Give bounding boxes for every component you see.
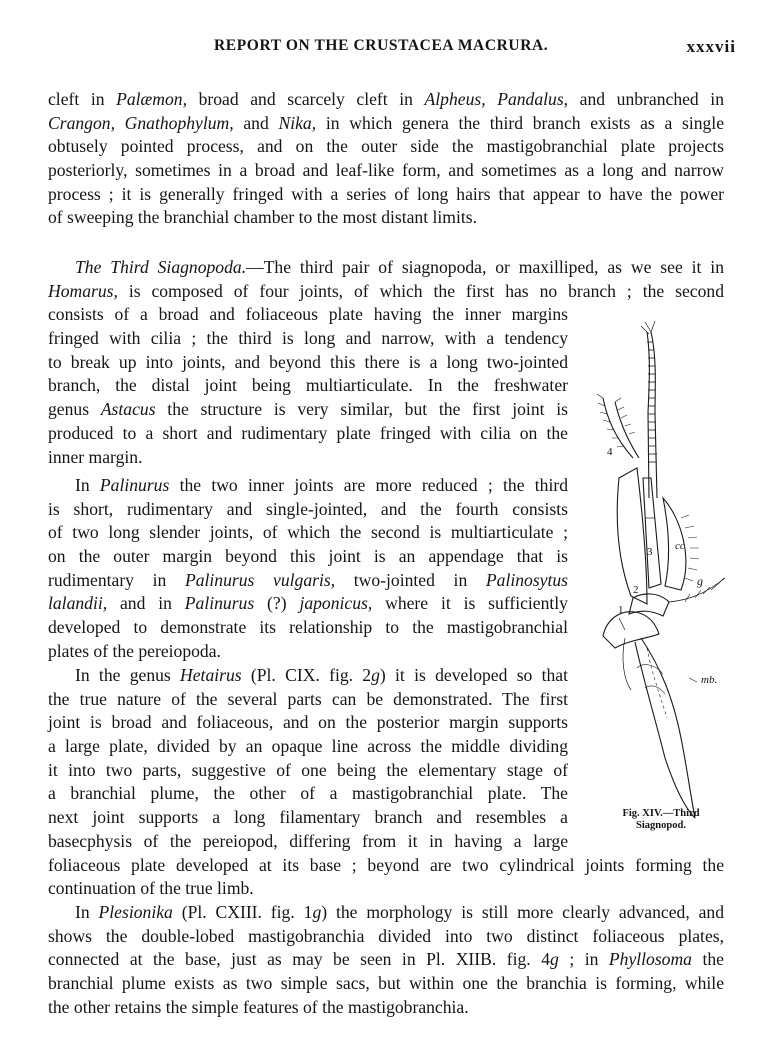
text-line	[48, 616, 568, 640]
italic-term: g	[371, 665, 380, 685]
text-run: broad and scarcely cleft in	[187, 89, 425, 109]
italic-term: The Third Siagnopoda.	[75, 257, 247, 277]
text-line	[48, 88, 724, 112]
text-run: plates of the pereiopoda.	[48, 640, 221, 661]
text-line	[48, 735, 568, 759]
text-run: ; in	[558, 949, 609, 970]
text-run: joint is broad and foliaceous, and on the posterior margin supports	[48, 712, 568, 733]
paragraph-palinurus	[48, 474, 568, 664]
text-run: genus	[48, 399, 101, 420]
text-run: it into two parts, suggestive of one being the elementary stage of	[48, 759, 568, 780]
text-line	[48, 782, 568, 806]
text-run: basecphysis of the pereiopod, differing from it in having a large	[48, 830, 568, 851]
text-run: the other retains the simple features of the mastigobranchia.	[48, 996, 469, 1017]
text-line	[48, 521, 568, 545]
text-run: fringed with cilia ; the third is long and narrow, with a tendency	[48, 328, 568, 349]
text-run: posteriorly, sometimes in a broad and leaf-like form, and sometimes as a long and narrow	[48, 160, 724, 181]
flagellum-line	[651, 332, 657, 498]
text-run: obtusely pointed process, and on the outer side the mastigobranchial plate projects	[48, 136, 724, 157]
text-run: of two long slender joints, of which the second is multiarticulate ;	[48, 522, 568, 543]
text-line	[48, 759, 568, 783]
text-line	[48, 592, 568, 616]
figure-label-mb: mb.	[701, 674, 718, 686]
text-line	[48, 446, 568, 470]
italic-term: lalandii,	[48, 593, 108, 614]
text-line	[48, 206, 724, 230]
text-run: is short, rudimentary and single-jointed, and the fourth consists	[48, 498, 568, 519]
siagnopod-drawing	[585, 318, 761, 838]
italic-term: Palæmon,	[116, 89, 187, 109]
figure-label-1: 1	[618, 604, 624, 616]
text-run: the	[691, 949, 724, 970]
text-run: foliaceous plate developed at its base ; beyond are two cylindrical joints forming the	[48, 854, 724, 875]
paragraph-plesionika	[48, 901, 724, 1019]
text-run: branch, the distal joint being multiarticulate. In the freshwater	[48, 375, 568, 396]
header-title: REPORT ON THE CRUSTACEA MACRURA.	[214, 37, 549, 54]
text-line	[48, 256, 724, 280]
figure-caption	[596, 808, 726, 832]
text-line	[48, 474, 568, 498]
figure-label-4: 4	[607, 446, 613, 458]
italic-term: Hetairus	[180, 665, 242, 685]
figure-third-siagnopod	[585, 318, 761, 838]
figure-label-3: 3	[647, 546, 653, 558]
italic-term: japonicus,	[299, 593, 373, 614]
figure-caption-line-1: Fig. XIV.—Third	[622, 808, 700, 819]
text-run: the structure is very similar, but the first joint is	[155, 399, 568, 420]
text-run: and unbranched in	[568, 89, 724, 109]
text-run: In the genus	[75, 665, 181, 685]
text-line	[48, 854, 724, 878]
text-run: of sweeping the branchial chamber to the most distant limits.	[48, 207, 477, 228]
italic-term: Palinosytus	[485, 569, 569, 590]
running-header	[0, 37, 776, 63]
text-run: and in	[107, 593, 185, 614]
figure-caption-line-2: Siagnopod.	[636, 820, 686, 831]
italic-term: g	[550, 949, 559, 970]
text-run: is composed of four joints, of which the first has no branch ; the second	[117, 280, 724, 301]
italic-term: Alpheus, Pandalus,	[424, 89, 569, 109]
italic-term: Palinurus vulgaris,	[184, 569, 336, 590]
text-run: In	[75, 902, 99, 922]
text-run: continuation of the true limb.	[48, 878, 254, 899]
text-line	[48, 972, 724, 996]
text-line	[48, 996, 724, 1020]
text-run: ) it is developed so that	[379, 665, 568, 685]
text-line	[48, 901, 724, 925]
text-line	[48, 183, 724, 207]
text-line	[48, 688, 568, 712]
text-line	[48, 422, 568, 446]
text-run: consists of a broad and foliaceous plate having the inner margins	[48, 304, 568, 325]
text-line	[48, 159, 724, 183]
text-run: the true nature of the several parts can be demonstrated. The first	[48, 688, 568, 709]
text-run: developed to demonstrate its relationship to the mastigobranchial	[48, 617, 568, 638]
text-line	[48, 545, 568, 569]
text-run: (?)	[254, 593, 300, 614]
italic-term: Palinurus	[184, 593, 255, 614]
text-line	[48, 806, 568, 830]
text-line	[48, 711, 568, 735]
text-run: process ; it is generally fringed with a series of long hairs that appear to have the power	[48, 183, 724, 204]
paragraph-1	[48, 88, 724, 230]
italic-term: Phyllosoma	[608, 949, 692, 970]
italic-term: Crangon, Gnathophylum,	[48, 112, 234, 133]
text-run: branchial plume exists as two simple sacs, but within one the branchia is forming, while	[48, 973, 724, 994]
text-run: on the outer margin beyond this joint is an appendage that is	[48, 546, 568, 567]
text-line	[48, 498, 568, 522]
text-line	[48, 374, 568, 398]
text-line	[48, 948, 724, 972]
text-line	[48, 664, 568, 688]
text-run: in which genera the third branch exists as a single	[316, 112, 725, 133]
text-line	[48, 112, 724, 136]
text-line	[48, 830, 568, 854]
text-run: a large plate, divided by an opaque line across the middle dividing	[48, 736, 568, 757]
text-run: and	[233, 112, 279, 133]
text-line	[48, 877, 724, 901]
text-run: (Pl. CIX. fig. 2	[241, 665, 372, 685]
text-run: (Pl. CXIII. fig. 1	[172, 902, 313, 922]
figure-label-cc: cc	[675, 540, 685, 552]
figure-label-2: 2	[633, 584, 639, 596]
text-run: next joint supports a long filamentary branch and resembles a	[48, 807, 568, 828]
text-run: ) the morphology is still more clearly advanced, and	[321, 902, 724, 922]
text-line	[48, 569, 568, 593]
text-run: connected at the base, just as may be seen in Pl. XIIB. fig. 4	[48, 949, 551, 970]
text-line	[48, 640, 568, 664]
text-line	[48, 351, 568, 375]
text-run: In	[75, 475, 100, 495]
text-run: to break up into joints, and beyond this there is a long two-jointed	[48, 351, 568, 372]
text-line	[48, 398, 568, 422]
text-run: produced to a short and rudimentary plate fringed with cilia on the	[48, 422, 568, 443]
text-run: where it is sufficiently	[372, 593, 568, 614]
italic-term: Homarus,	[48, 280, 118, 301]
text-line	[48, 303, 568, 327]
italic-term: Plesionika	[98, 902, 173, 922]
text-line	[48, 327, 568, 351]
text-run: cleft in	[48, 89, 117, 109]
italic-term: Nika,	[278, 112, 317, 133]
text-line	[48, 925, 724, 949]
text-run: the two inner joints are more reduced ; the third	[169, 475, 568, 495]
text-line	[48, 135, 724, 159]
page-number: xxxvii	[686, 37, 736, 56]
italic-term: Palinurus	[99, 475, 170, 495]
italic-term: Astacus	[100, 399, 156, 420]
text-run: a branchial plume, the other of a mastigobranchial plate. The	[48, 783, 568, 804]
text-run: two-jointed in	[335, 569, 486, 590]
figure-label-g: g	[697, 574, 703, 588]
text-run: rudimentary in	[48, 569, 185, 590]
italic-term: g	[312, 902, 322, 922]
text-run: shows the double-lobed mastigobranchia divided into two distinct foliaceous plates,	[48, 925, 724, 946]
text-run: inner margin.	[48, 446, 143, 467]
text-run: —The third pair of siagnopoda, or maxilliped, as we see it in	[246, 257, 724, 277]
text-line	[48, 280, 724, 304]
